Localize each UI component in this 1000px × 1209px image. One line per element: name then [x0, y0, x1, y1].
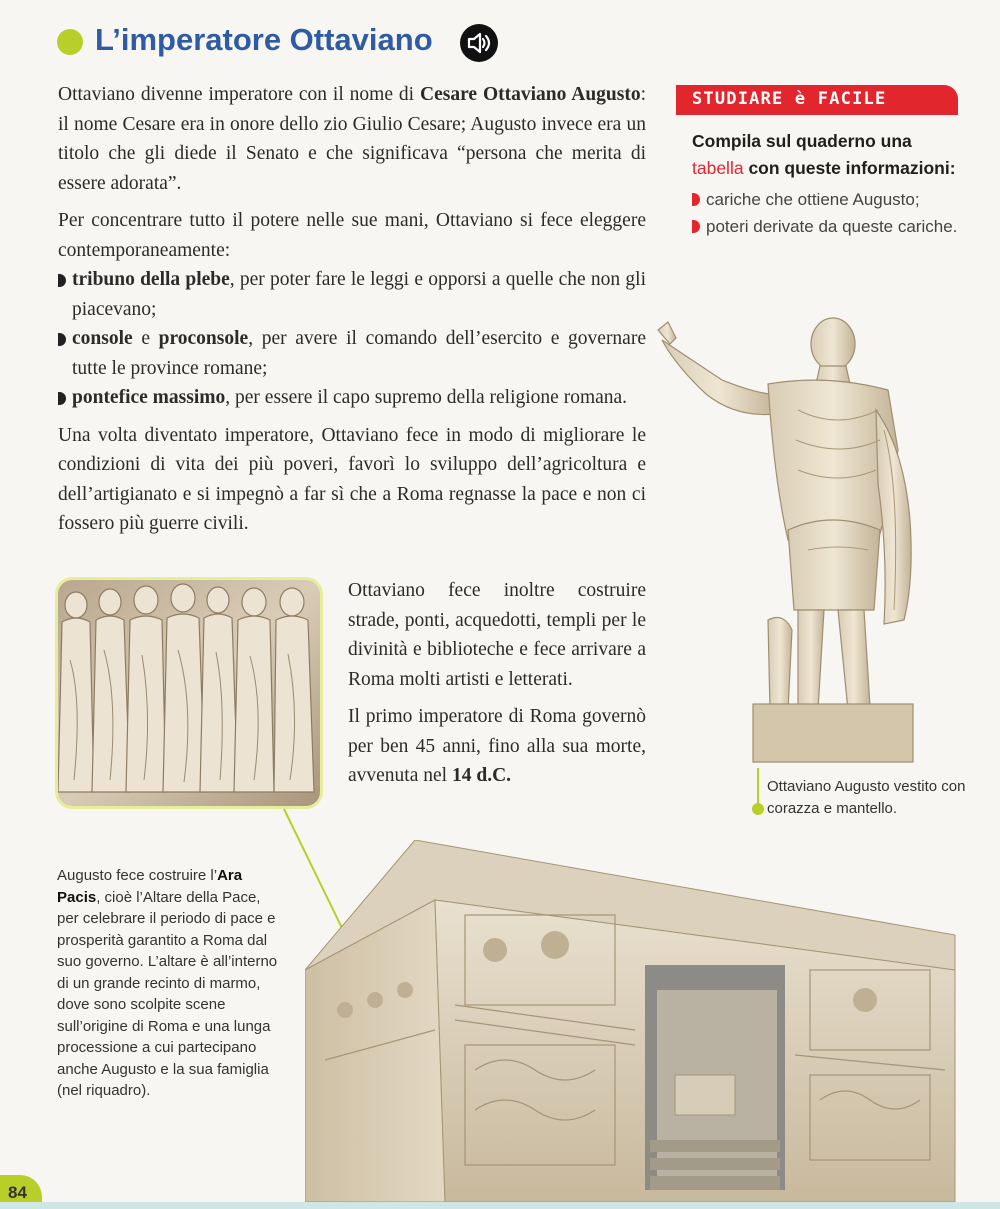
bullet-marker [58, 392, 66, 405]
banner-label: STUDIARE è FACILE [692, 89, 887, 109]
list-item: console e proconsole, per avere il comando dell’esercito e governare tutte le province romane; [58, 324, 646, 383]
bottom-strip [0, 1202, 1000, 1209]
speaker-icon [460, 24, 498, 62]
ara-pacis-caption: Augusto fece costruire l’Ara Pacis, cioè l’Altare della Pace, per celebrare il periodo di pace e prosperità garantito a Roma dal suo governo. L’altare è all’interno di un grande recinto di marmo, dove sono scolpite scene sull’origine di Roma e una lunga processione a cui partecipano anche Augusto e la sua famiglia (nel riquadro). [57, 867, 278, 1099]
eleggere-paragraph: Per concentrare tutto il potere nelle sue mani, Ottaviano si fece eleggere contemporaneamente: [58, 210, 646, 261]
exercise-list [692, 186, 962, 240]
list-item: tribuno della plebe, per poter fare le leggi e opporsi a quelle che non gli piacevano; [58, 265, 646, 324]
exercise-instruction: Compila sul quaderno una tabella con queste informazioni: [692, 131, 956, 178]
main-text [58, 80, 646, 539]
bullet-marker [692, 193, 700, 206]
reign-paragraph: Il primo imperatore di Roma governò per ben 45 anni, fino alla sua morte, avvenuta nel 14 d.C. [348, 706, 646, 786]
statue-caption: Ottaviano Augusto vestito con corazza e mantello. [767, 778, 966, 817]
right-of-image-text [348, 576, 646, 791]
list-item: poteri derivate da queste cariche. [692, 213, 962, 240]
sidebar-exercise [692, 128, 962, 240]
page-number: 84 [8, 1183, 27, 1202]
bullet-marker [58, 274, 66, 287]
list-item: pontefice massimo, per essere il capo supremo della religione romana. [58, 383, 646, 413]
intro-paragraph: Ottaviano divenne imperatore con il nome di Cesare Ottaviano Augusto: il nome Cesare era in onore dello zio Giulio Cesare; Augusto invece era un titolo che gli diede il Senato e che significava “persona che merita di essere adorata”. [58, 84, 647, 194]
procession-relief-image [58, 580, 320, 806]
augustus-statue-image [648, 300, 948, 770]
audio-button[interactable] [460, 24, 498, 62]
caption-leader-dot [752, 803, 764, 815]
ara-pacis-image [305, 840, 960, 1202]
caption-leader-line [757, 768, 759, 808]
improvements-paragraph: Una volta diventato imperatore, Ottaviano fece in modo di migliorare le condizioni di vita dei più poveri, favorì lo sviluppo dell’agricoltura e dell’artigianato e si impegnò a far sì che a Roma regnasse la pace e non ci fossero più guerre civili. [58, 424, 646, 534]
bullet-marker [692, 220, 700, 233]
list-item: cariche che ottiene Augusto; [692, 186, 962, 213]
bullet-marker [58, 333, 66, 346]
title-bullet [57, 29, 83, 55]
page-title: L’imperatore Ottaviano [95, 22, 433, 57]
construction-paragraph: Ottaviano fece inoltre costruire strade, ponti, acquedotti, templi per le divinità e biblioteche e fece arrivare a Roma molti artisti e letterati. [348, 580, 646, 690]
